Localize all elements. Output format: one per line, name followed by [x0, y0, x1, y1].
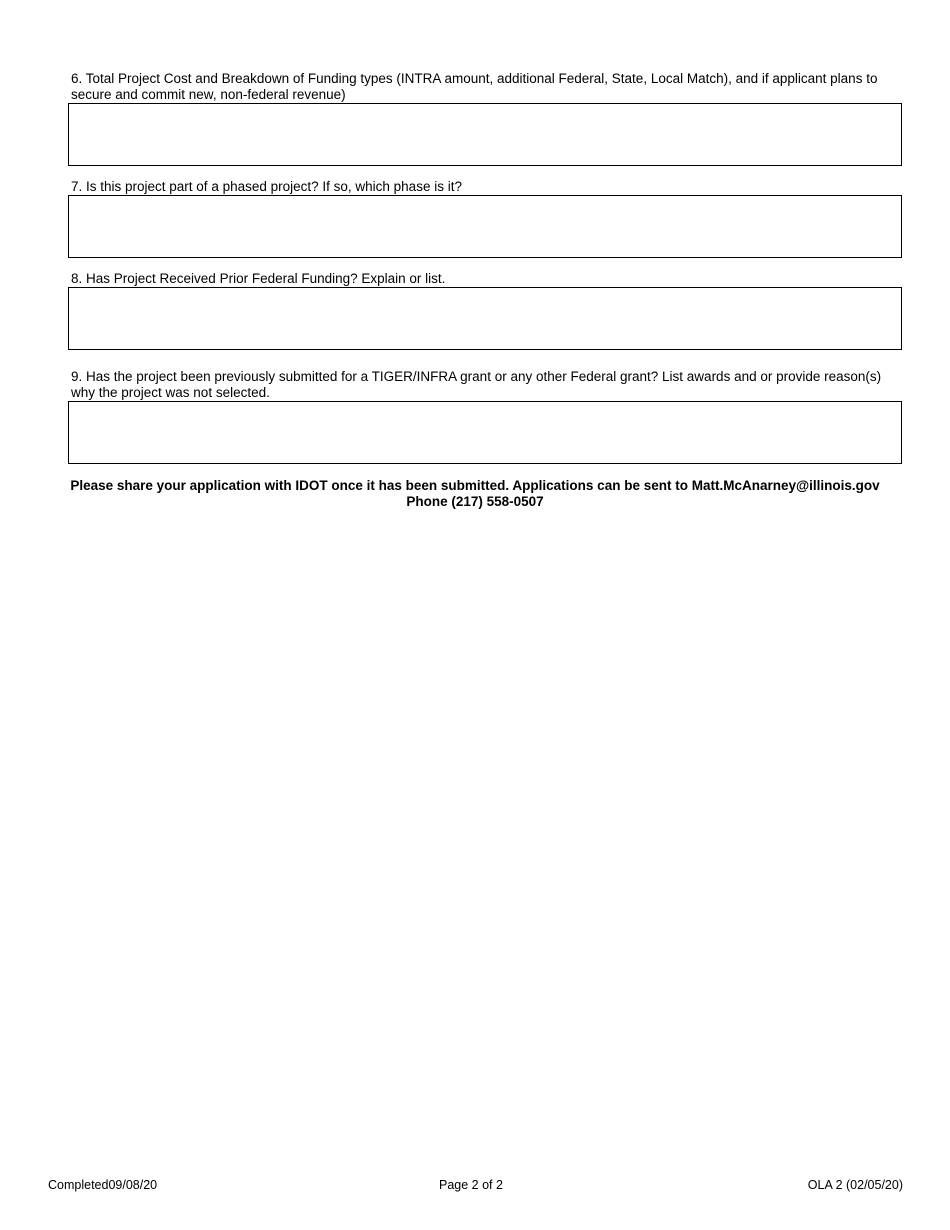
question-9-answer-field[interactable] [68, 401, 902, 464]
form-identifier: OLA 2 (02/05/20) [807, 1178, 903, 1192]
question-7-answer-field[interactable] [68, 195, 902, 258]
submission-notice [0, 478, 950, 510]
question-9-label: 9. Has the project been previously submitted for a TIGER/INFRA grant or any other Federal grant? List awards and or provide reason(s) why the project was not selected. [71, 369, 882, 400]
submission-notice-line: Please share your application with IDOT once it has been submitted. Applications can be sent to Matt.McAnarney@illinois.gov [70, 478, 880, 493]
question-6-label: 6. Total Project Cost and Breakdown of Funding types (INTRA amount, additional Federal, State, Local Match), and if applicant plans to secure and commit new, non-federal revenue) [71, 71, 878, 102]
completed-date-value: 09/08/20 [108, 1178, 158, 1192]
question-8-label: 8. Has Project Received Prior Federal Funding? Explain or list. [71, 271, 446, 286]
question-8-answer-field[interactable] [68, 287, 902, 350]
question-7-label: 7. Is this project part of a phased project? If so, which phase is it? [71, 179, 462, 194]
question-6-answer-field[interactable] [68, 103, 902, 166]
completed-label: Completed [48, 1178, 109, 1192]
contact-phone: Phone (217) 558-0507 [406, 494, 544, 509]
completed-date [48, 1178, 157, 1193]
page-number: Page 2 of 2 [439, 1178, 503, 1192]
